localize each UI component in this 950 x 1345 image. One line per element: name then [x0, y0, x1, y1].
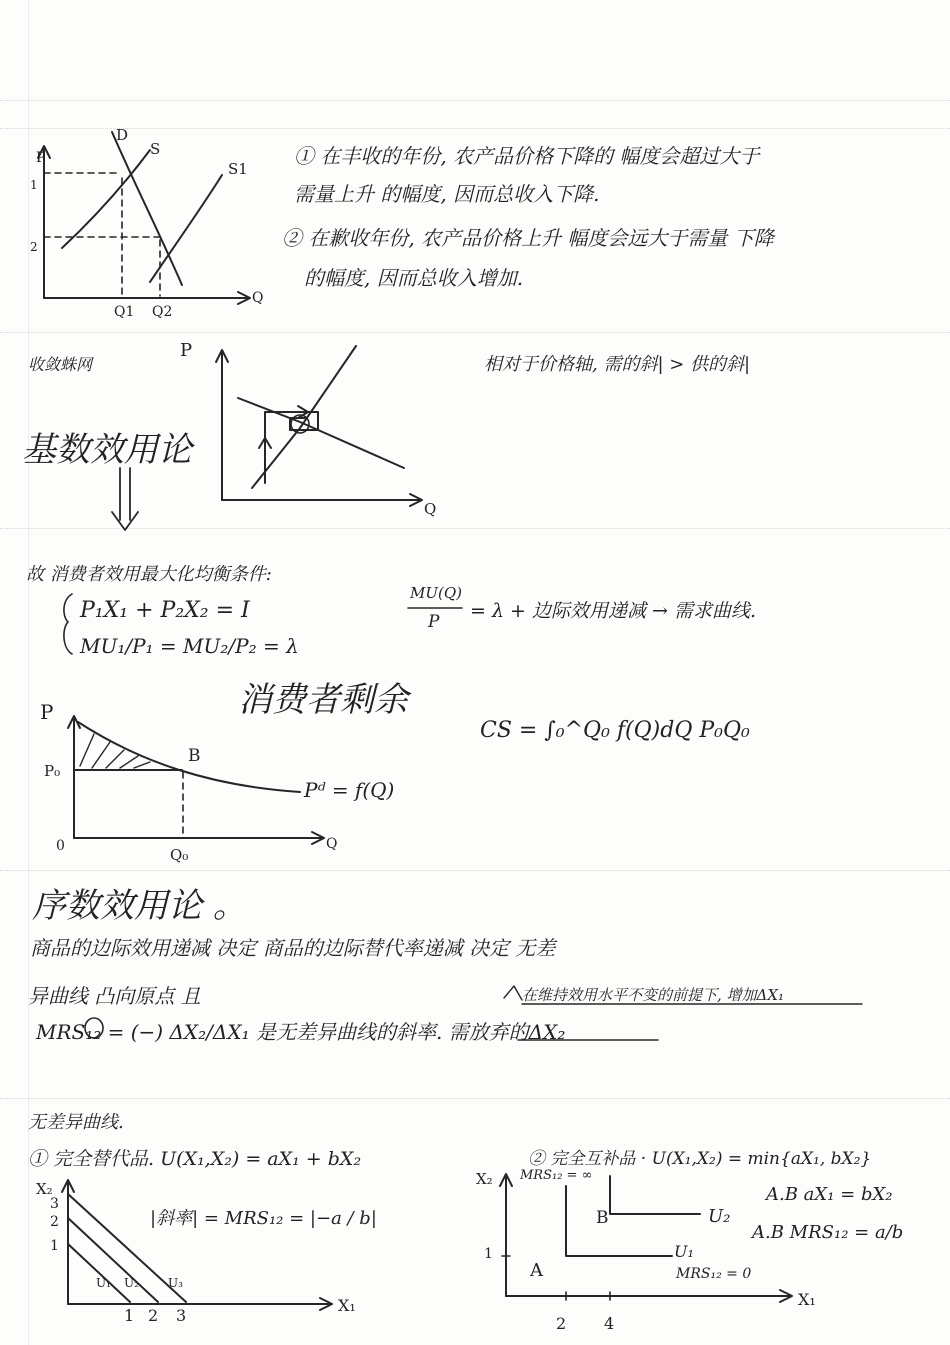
curve-label-u2: U₂ [124, 1276, 139, 1290]
label-a: A [530, 1260, 543, 1281]
cobweb-label: 收敛蛛网 [28, 355, 93, 374]
tick-label: 1 [50, 1238, 59, 1254]
curve-label-d: D [116, 126, 129, 144]
tick-label-q2: Q2 [152, 304, 173, 320]
budget-equation: P₁X₁ + P₂X₂ = I [80, 598, 250, 623]
label-b: B [596, 1208, 609, 1228]
curve-label-u1: U₁ [96, 1276, 111, 1290]
axis-label-q: Q [252, 290, 264, 306]
perfect-complements-title: ② 完全互补品 · U(X₁,X₂) = min{aX₁, bX₂} [528, 1149, 872, 1169]
indifference-u1 [68, 1244, 130, 1302]
tick-label: 3 [176, 1306, 187, 1325]
ordinal-text: 异曲线 凸向原点 且 [28, 984, 201, 1008]
cobweb-graph [216, 346, 422, 506]
curve-label-u3: U₃ [168, 1276, 183, 1290]
mrs-equation: MRS₁₂ = (−) ΔX₂/ΔX₁ 是无差异曲线的斜率. 需放弃的ΔX₂ [36, 1020, 566, 1044]
cobweb-note: 相对于价格轴, 需的斜| > 供的斜| [484, 354, 751, 375]
perfect-complements-graph [500, 1174, 792, 1302]
curve-label-u2: U₂ [708, 1206, 731, 1227]
indifference-u1 [566, 1186, 672, 1256]
mu-equation: MU₁/P₁ = MU₂/P₂ = λ [80, 634, 299, 658]
ordinal-text: 商品的边际效用递减 决定 商品的边际替代率递减 决定 无差 [30, 936, 556, 960]
complements-note: A.B aX₁ = bX₂ [766, 1184, 893, 1205]
label-p0: P₀ [44, 762, 61, 780]
down-arrow [112, 468, 138, 530]
axis-label-x2: X₂ [36, 1180, 53, 1198]
perfect-substitutes-title: ① 完全替代品. U(X₁,X₂) = aX₁ + bX₂ [28, 1148, 362, 1170]
tick-label: 2 [30, 240, 38, 254]
cs-formula: CS = ∫₀^Q₀ f(Q)dQ P₀Q₀ [480, 718, 750, 743]
tick-label-q1: Q1 [114, 304, 135, 320]
curve-label-u1: U₁ [674, 1242, 694, 1261]
tick-label: 3 [50, 1196, 59, 1212]
section-title: 消费者剩余 [238, 680, 408, 720]
indifference-u2 [610, 1176, 700, 1214]
slope-formula: |斜率| = MRS₁₂ = |−a / b| [150, 1208, 377, 1229]
tick-label: 1 [124, 1306, 135, 1325]
axis-label-x1: X₁ [338, 1296, 356, 1315]
mu-q-numerator: MU(Q) [410, 584, 463, 602]
axis-label-q: Q [326, 836, 338, 852]
condition-label: 故 消费者效用最大化均衡条件: [26, 564, 272, 585]
tick-label: 4 [604, 1314, 615, 1333]
tick-label: 1 [30, 178, 38, 192]
curve-label-s: S [150, 140, 161, 158]
subsection-title: 无差异曲线. [28, 1112, 124, 1133]
axis-label-q: Q [424, 500, 437, 518]
mrs-zero: MRS₁₂ = 0 [676, 1266, 752, 1282]
axis-label-p: P [40, 700, 54, 724]
cobweb-demand [238, 398, 404, 468]
curve-equation: Pᵈ = f(Q) [304, 778, 395, 802]
label-b: B [188, 746, 201, 766]
tick-label: 1 [484, 1246, 493, 1262]
note-text: 的幅度, 因而总收入增加. [304, 266, 524, 290]
curve-label-s1: S1 [228, 160, 248, 178]
side-note-mark [504, 986, 522, 1000]
perfect-substitutes-graph [62, 1180, 332, 1310]
label-origin: 0 [56, 838, 65, 854]
mu-q-denominator: P [428, 612, 440, 632]
consumer-surplus-graph [68, 716, 324, 844]
note-text: ① 在丰收的年份, 农产品价格下降的 幅度会超过大于 [294, 144, 760, 168]
note-text: 需量上升 的幅度, 因而总收入下降. [294, 182, 600, 206]
brace [64, 594, 72, 654]
note-text: ② 在歉收年份, 农产品价格上升 幅度会远大于需量 下降 [282, 226, 774, 250]
section-title: 基数效用论 [22, 430, 192, 470]
tick-label: 2 [148, 1306, 159, 1325]
section-title: 序数效用论 。 [32, 886, 247, 926]
axis-label-p: P [180, 340, 193, 361]
axis-label-x1: X₁ [798, 1290, 816, 1309]
supply-demand-graph [38, 132, 250, 304]
indifference-u2 [68, 1218, 158, 1302]
mrs-infinite: MRS₁₂ = ∞ [520, 1168, 593, 1183]
complements-note: A.B MRS₁₂ = a/b [752, 1222, 904, 1243]
ordinal-side-note: 在维持效用水平不变的前提下, 增加ΔX₁ [522, 986, 785, 1004]
tick-label: 2 [50, 1214, 59, 1230]
surplus-hatch [80, 734, 150, 768]
axis-label-p: P [36, 150, 46, 166]
axis-label-x2: X₂ [476, 1170, 493, 1188]
supply-curve [62, 150, 150, 248]
label-q0: Q₀ [170, 846, 189, 864]
tick-label: 2 [556, 1314, 567, 1333]
mu-q-rhs: = λ + 边际效用递减 → 需求曲线. [470, 600, 757, 622]
